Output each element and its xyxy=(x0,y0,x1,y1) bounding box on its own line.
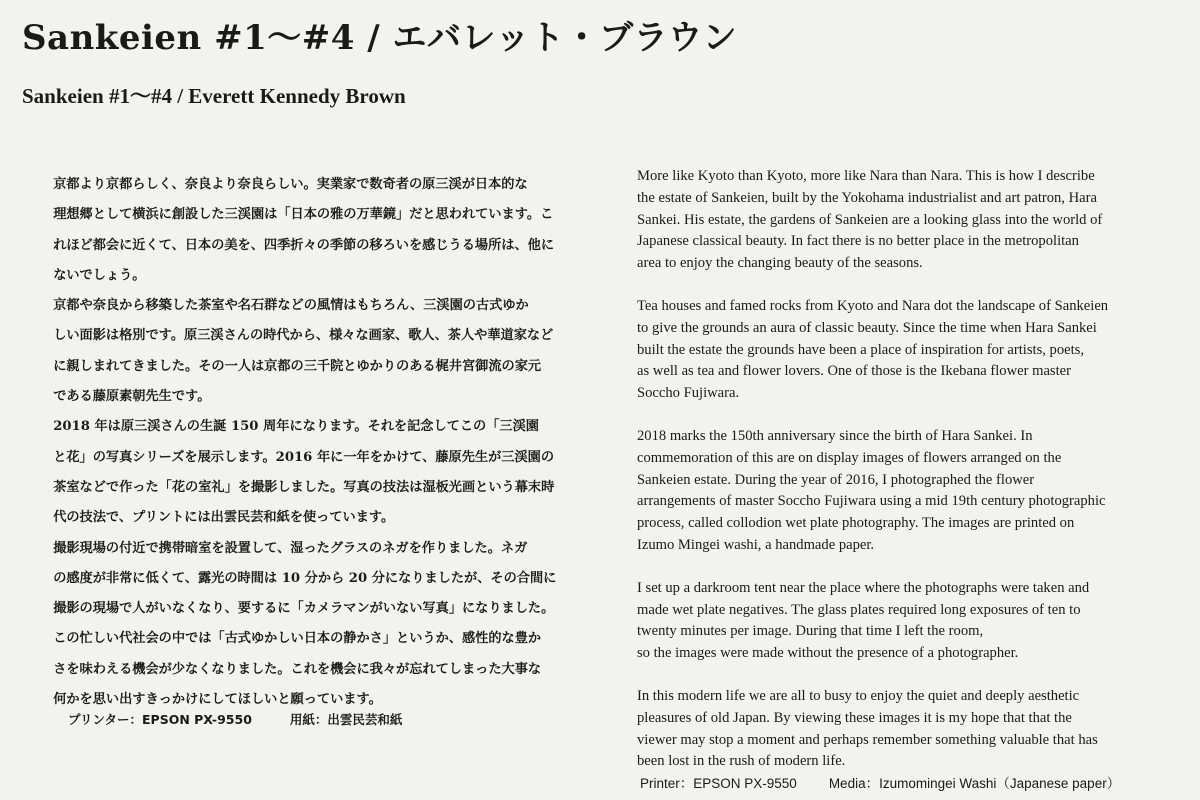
text-line: 理想郷として横浜に創設した三渓園は「日本の雅の万華鏡」だと思われています。こ xyxy=(53,207,554,223)
footer-credits-english xyxy=(640,772,1120,792)
page-title-english: Sankeien #1〜#4 / Everett Kennedy Brown xyxy=(22,84,406,108)
text-line: pleasures of old Japan. By viewing these images it is my hope that that the xyxy=(637,709,1072,726)
text-line: 茶室などで作った「花の室礼」を撮影しました。写真の技法は湿板光画という幕末時 xyxy=(53,479,555,495)
text-line: area to enjoy the changing beauty of the seasons. xyxy=(637,255,923,272)
japanese-text-column xyxy=(40,170,575,715)
text-line: the estate of Sankeien, built by the Yokohama industrialist and art patron, Hara xyxy=(637,189,1098,206)
text-line: 代の技法で、プリントには出雲民芸和紙を使っています。 xyxy=(53,510,395,526)
japanese-paragraph xyxy=(40,291,575,412)
text-line: 京都より京都らしく、奈良より奈良らしい。実業家で数奇者の原三渓が日本的な xyxy=(53,177,528,192)
text-line: の感度が非常に低くて、露光の時間は 10 分から 20 分になりましたが、その合間に xyxy=(53,570,557,586)
text-line: れほど都会に近くて、日本の美を、四季折々の季節の移ろいを感じうる場所は、他に xyxy=(53,237,555,253)
text-line: である藤原素朝先生です。 xyxy=(53,389,211,405)
text-line: 2018 年は原三渓さんの生誕 150 周年になります。それを記念してこの「三渓園 xyxy=(53,419,539,435)
english-paragraph xyxy=(637,426,1177,557)
text-line: More like Kyoto than Kyoto, more like Nara than Nara. This is how I describe xyxy=(637,168,1095,184)
japanese-paragraph xyxy=(40,412,575,533)
text-line: しい面影は格別です。原三渓さんの時代から、様々な画家、歌人、茶人や華道家など xyxy=(53,328,554,344)
text-line: Sankeien estate. During the year of 2016, I photographed the flower xyxy=(637,471,1035,488)
text-line: arrangements of master Soccho Fujiwara using a mid 19th century photographic xyxy=(637,493,1106,510)
text-line: as well as tea and flower lovers. One of those is the Ikebana flower master xyxy=(637,363,1072,380)
english-paragraph xyxy=(637,686,1177,773)
english-paragraph xyxy=(637,578,1177,665)
text-line: 撮影現場の付近で携帯暗室を設置して、湿ったグラスのネガを作りました。ネガ xyxy=(53,540,528,556)
english-paragraph xyxy=(637,166,1177,275)
media-credit-en: Media：Izumomingei Washi（Japanese paper） xyxy=(828,776,1121,791)
footer-credits-japanese xyxy=(68,710,402,728)
text-line: Tea houses and famed rocks from Kyoto and Nara dot the landscape of Sankeien xyxy=(637,297,1109,314)
text-line: に親しまれてきました。その一人は京都の三千院とゆかりのある梶井宮御流の家元 xyxy=(53,358,542,374)
english-paragraph xyxy=(637,296,1177,405)
text-line: process, called collodion wet plate photography. The images are printed on xyxy=(637,515,1075,532)
text-line: 何かを思い出すきっかけにしてほしいと願っています。 xyxy=(53,692,382,708)
text-line: to give the grounds an aura of classic beauty. Since the time when Hara Sankei xyxy=(637,319,1097,336)
text-line: ないでしょう。 xyxy=(53,267,146,283)
paper-credit-ja: 用紙：出雲民芸和紙 xyxy=(289,712,403,727)
printer-credit-ja: プリンター：EPSON PX-9550 xyxy=(68,712,252,727)
text-line: viewer may stop a moment and perhaps remember something valuable that has xyxy=(637,731,1098,748)
text-line: built the estate the grounds have been a place of inspiration for artists, poets, xyxy=(637,341,1085,358)
text-line: made wet plate negatives. The glass plates required long exposures of ten to xyxy=(637,601,1081,618)
english-text-column xyxy=(637,166,1177,794)
text-line: 京都や奈良から移築した茶室や名石群などの風情はもちろん、三渓園の古式ゆか xyxy=(53,298,529,314)
text-line: Japanese classical beauty. In fact there is no better place in the metropolitan xyxy=(637,233,1079,250)
text-line: 撮影の現場で人がいなくなり、要するに「カメラマンがいない写真」になりました。 xyxy=(53,601,555,617)
text-line: twenty minutes per image. During that time I left the room, xyxy=(637,623,984,640)
text-line: so the images were made without the presence of a photographer. xyxy=(637,645,1019,662)
text-line: In this modern life we are all to busy to enjoy the quiet and deeply aesthetic xyxy=(637,687,1080,704)
japanese-paragraph xyxy=(40,624,575,715)
printer-credit-en: Printer：EPSON PX-9550 xyxy=(640,776,797,791)
text-line: commemoration of this are on display images of flowers arranged on the xyxy=(637,449,1062,466)
text-line: I set up a darkroom tent near the place where the photographs were taken and xyxy=(637,579,1090,596)
text-line: さを味わえる機会が少なくなりました。これを機会に我々が忘れてしまった大事な xyxy=(53,661,542,677)
japanese-paragraph xyxy=(40,170,575,291)
page-title-japanese: Sankeien #1〜#4 / エバレット・ブラウン xyxy=(22,18,738,58)
japanese-paragraph xyxy=(40,534,575,625)
text-line: Sankei. His estate, the gardens of Sankeien are a looking glass into the world of xyxy=(637,211,1103,228)
text-line: 2018 marks the 150th anniversary since the birth of Hara Sankei. In xyxy=(637,427,1033,444)
text-line: Soccho Fujiwara. xyxy=(637,385,740,402)
text-line: been lost in the rush of modern life. xyxy=(637,753,846,770)
text-line: この忙しい代社会の中では「古式ゆかしい日本の静かさ」というか、感性的な豊か xyxy=(53,631,542,647)
text-line: と花」の写真シリーズを展示します。2016 年に一年をかけて、藤原先生が三渓園の xyxy=(53,449,555,465)
text-line: Izumo Mingei washi, a handmade paper. xyxy=(637,536,875,553)
